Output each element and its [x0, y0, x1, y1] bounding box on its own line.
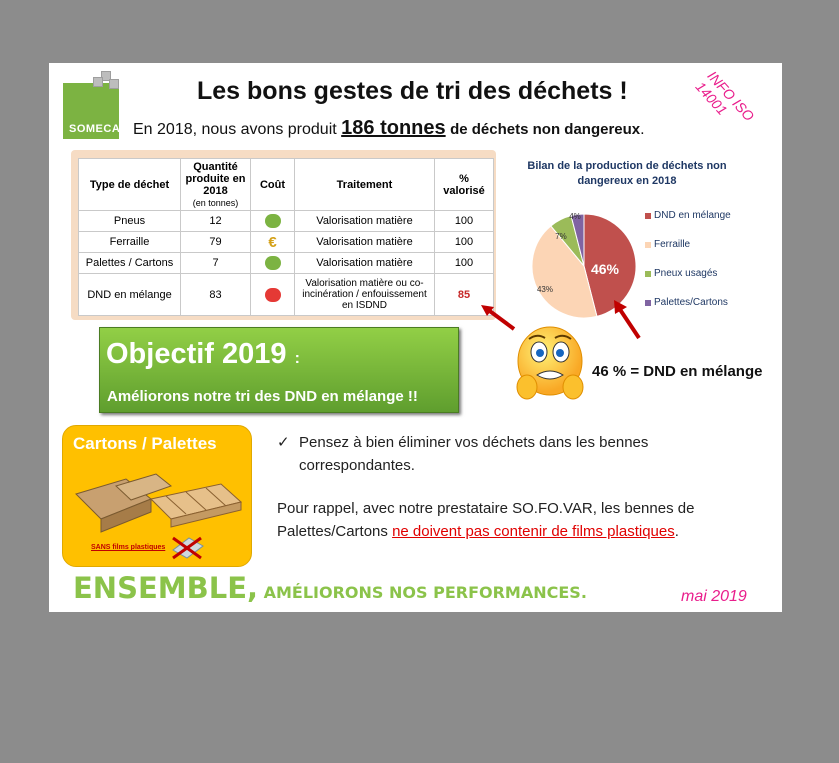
objective-text: Améliorons notre tri des DND en mélange !! [107, 388, 418, 405]
carton-palette-card [62, 425, 252, 567]
cell-pct: 100 [435, 211, 494, 232]
waste-table-box [71, 150, 496, 320]
footer-date: mai 2019 [681, 588, 747, 605]
footer-slogan [73, 571, 587, 605]
slogan-rest: AMÉLIORONS NOS PERFORMANCES. [263, 583, 587, 602]
legend-label: Palettes/Cartons [654, 297, 728, 308]
header-qty-unit: (en tonnes) [192, 197, 239, 208]
cell-treatment: Valorisation matière [295, 253, 435, 274]
pie-data-label: 43% [536, 285, 554, 294]
thumbs-up-icon [265, 256, 281, 270]
cell-treatment: Valorisation matière [295, 211, 435, 232]
table-row [79, 232, 494, 253]
header-type: Type de déchet [79, 159, 181, 211]
legend-swatch [645, 213, 651, 219]
cell-treatment: Valorisation matière [295, 232, 435, 253]
table-row [79, 274, 494, 316]
table-row [79, 253, 494, 274]
carton-title: Cartons / Palettes [73, 434, 217, 453]
sans-films-label: SANS films plastiques [91, 544, 166, 551]
someca-logo [63, 83, 119, 139]
objective-banner [99, 327, 459, 413]
cell-pct: 100 [435, 253, 494, 274]
legend-swatch [645, 271, 651, 277]
iso-stamp: INFO ISO 14001 [692, 67, 758, 125]
legend-label: DND en mélange [654, 210, 731, 221]
thumbs-up-icon [265, 214, 281, 228]
legend-entry [645, 239, 731, 268]
cell-qty: 79 [181, 232, 251, 253]
chart-legend [645, 210, 731, 326]
no-plastic-film-icon [169, 534, 205, 562]
worried-face-icon [515, 325, 585, 405]
cell-type: Palettes / Cartons [79, 253, 181, 274]
euro-icon: € [268, 233, 277, 251]
header-qty-label: Quantité produite en 2018 [185, 160, 246, 197]
table-row [79, 211, 494, 232]
table-header-row [79, 159, 494, 211]
logo-text: SOMECA [69, 123, 121, 135]
cell-pct: 85 [435, 274, 494, 316]
thumbs-down-icon [265, 288, 281, 302]
cell-cost [251, 274, 295, 316]
page-title: Les bons gestes de tri des déchets ! [197, 77, 628, 105]
pie-data-label: 4% [569, 212, 581, 221]
cube-shape [109, 79, 119, 89]
slogan-ensemble: ENSEMBLE, [73, 571, 259, 605]
cell-cost [251, 232, 295, 253]
reminder-main: Pour rappel, avec notre prestataire SO.FO.VAR, les bennes de Palettes/Cartons [277, 500, 695, 540]
cell-qty: 7 [181, 253, 251, 274]
cell-pct: 100 [435, 232, 494, 253]
arrow-to-pie [609, 298, 645, 342]
cell-type: DND en mélange [79, 274, 181, 316]
bullet-text: Pensez à bien éliminer vos déchets dans les bennes correspondantes. [299, 434, 649, 474]
header-treatment: Traitement [295, 159, 435, 211]
cell-type: Pneus [79, 211, 181, 232]
reminder-end: . [674, 523, 679, 540]
legend-swatch [645, 300, 651, 306]
objective-title [106, 338, 300, 371]
cell-qty: 12 [181, 211, 251, 232]
cell-cost [251, 211, 295, 232]
slide [49, 63, 782, 612]
cell-cost [251, 253, 295, 274]
bullet-tip [277, 431, 727, 477]
reminder-text [277, 497, 767, 543]
cell-qty: 83 [181, 274, 251, 316]
subtitle-amount: 186 tonnes [341, 117, 446, 139]
cell-treatment: Valorisation matière ou co-incinération / enfouissement en ISDND [295, 274, 435, 316]
legend-swatch [645, 242, 651, 248]
header-qty [181, 159, 251, 211]
cube-shape [93, 77, 103, 87]
objective-colon: : [294, 350, 300, 367]
legend-entry [645, 268, 731, 297]
cell-type: Ferraille [79, 232, 181, 253]
legend-label: Ferraille [654, 239, 691, 250]
dnd-note: 46 % = DND en mélange [592, 363, 763, 380]
legend-entry [645, 210, 731, 239]
chart-title: Bilan de la production de déchets non dangereux en 2018 [527, 160, 727, 187]
pallet-and-boxes-image [71, 464, 243, 544]
subtitle-end: . [640, 121, 645, 138]
arrow-to-table [479, 303, 519, 333]
objective-title-text: Objectif 2019 [106, 338, 287, 370]
subtitle-pre: En 2018, nous avons produit [133, 121, 337, 138]
legend-entry [645, 297, 731, 326]
pie-data-label: 7% [555, 232, 567, 241]
pie-data-label: 46% [590, 261, 620, 277]
subtitle-post: de déchets non dangereux [450, 121, 641, 138]
subtitle [133, 117, 645, 140]
reminder-warning: ne doivent pas contenir de films plastiques [392, 523, 675, 540]
header-pct: % valorisé [435, 159, 494, 211]
checkmark-icon: ✓ [277, 434, 290, 451]
header-cost: Coût [251, 159, 295, 211]
waste-table [78, 158, 494, 316]
legend-label: Pneux usagés [654, 268, 718, 279]
